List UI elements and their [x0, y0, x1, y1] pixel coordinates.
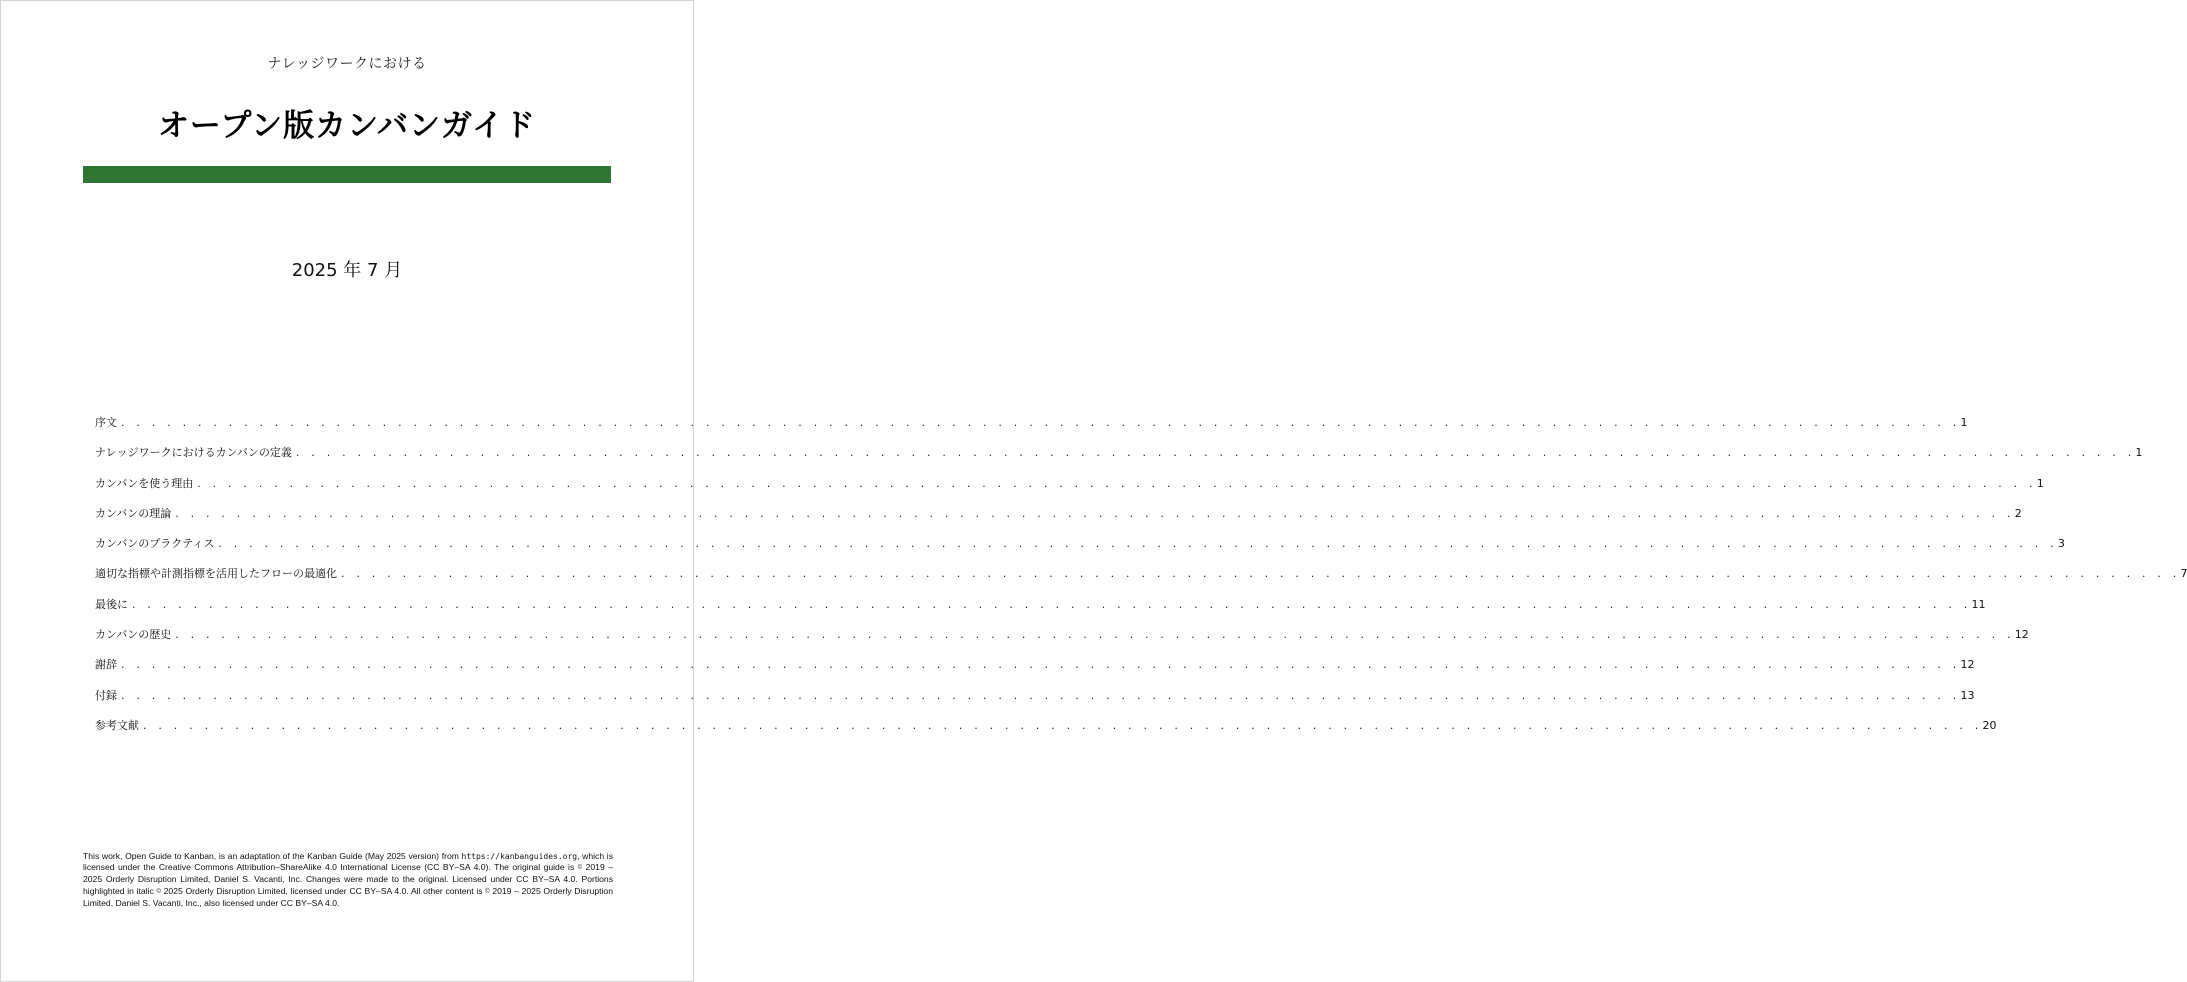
toc-item[interactable] — [95, 505, 2022, 535]
toc-item[interactable] — [95, 475, 2044, 505]
toc-item-page: 12 — [1960, 658, 1975, 672]
toc-item[interactable] — [95, 717, 1997, 747]
license-source-link[interactable]: https://kanbanguides.org — [461, 852, 578, 861]
license-text-2: , which is licensed under the Creative Commons Attribution–ShareAlike 4.0 International License (CC BY–SA 4.0). The original guide is — [83, 851, 613, 873]
license-text-4: 2025 Orderly Disruption Limited, licensed under CC BY–SA 4.0. All other content is — [160, 885, 486, 896]
toc-item[interactable] — [95, 596, 1986, 626]
toc-item-label: 序文 — [95, 416, 117, 429]
toc-item[interactable] — [95, 565, 2187, 595]
toc-item[interactable] — [95, 535, 2065, 565]
toc-leader-dots: . . . . . . . . . . . . . . . . . . . . . . . . . . . . . . . . . . . . . . . . . . . . . . . . . . . . . . . . . . . . . . . . . . . . . . . . . . . . . . . . . . . . . . . . . . . . . . . . . . . . . . . . . . . . . . . . . . . . . . . . — [341, 567, 2181, 581]
toc-item[interactable] — [95, 626, 2029, 656]
toc-leader-dots: . . . . . . . . . . . . . . . . . . . . . . . . . . . . . . . . . . . . . . . . . . . . . . . . . . . . . . . . . . . . . . . . . . . . . . . . . . . . . . . . . . . . . . . . . . . . . . . . . . . . . . . . . . . . . . . . . . . . . . . . — [197, 476, 2037, 490]
toc-item-label: 最後に — [95, 597, 128, 611]
publication-date: 2025 年 7 月 — [291, 260, 403, 281]
toc-leader-dots: . . . . . . . . . . . . . . . . . . . . . . . . . . . . . . . . . . . . . . . . . . . . . . . . . . . . . . . . . . . . . . . . . . . . . . . . . . . . . . . . . . . . . . . . . . . . . . . . . . . . . . . . . . . . . . . . . . . . . . . . — [132, 597, 1972, 611]
title-divider-bar — [83, 166, 611, 183]
toc-item-label: ナレッジワークにおけるカンバンの定義 — [95, 446, 292, 460]
toc-item-page: 2 — [2014, 506, 2022, 520]
toc-item-label: カンバンを使う理由 — [95, 476, 194, 490]
toc-leader-dots: . . . . . . . . . . . . . . . . . . . . . . . . . . . . . . . . . . . . . . . . . . . . . . . . . . . . . . . . . . . . . . . . . . . . . . . . . . . . . . . . . . . . . . . . . . . . . . . . . . . . . . . . . . . . . . . . . . . . . . . . — [143, 718, 1983, 732]
toc-leader-dots: . . . . . . . . . . . . . . . . . . . . . . . . . . . . . . . . . . . . . . . . . . . . . . . . . . . . . . . . . . . . . . . . . . . . . . . . . . . . . . . . . . . . . . . . . . . . . . . . . . . . . . . . . . . . . . . . . . . . . . . . — [175, 628, 2015, 642]
toc-item-page: 3 — [2057, 537, 2065, 551]
toc-leader-dots: . . . . . . . . . . . . . . . . . . . . . . . . . . . . . . . . . . . . . . . . . . . . . . . . . . . . . . . . . . . . . . . . . . . . . . . . . . . . . . . . . . . . . . . . . . . . . . . . . . . . . . . . . . . . . . . . . . . . . . . . — [121, 658, 1961, 672]
toc-item-page: 1 — [2036, 476, 2044, 490]
toc-item-label: 謝辞 — [95, 658, 117, 672]
document-subtitle: ナレッジワークにおける — [267, 56, 427, 72]
toc-leader-dots: . . . . . . . . . . . . . . . . . . . . . . . . . . . . . . . . . . . . . . . . . . . . . . . . . . . . . . . . . . . . . . . . . . . . . . . . . . . . . . . . . . . . . . . . . . . . . . . . . . . . . . . . . . . . . . . . . . . . . . . . — [295, 446, 2136, 460]
toc-item-label: カンバンの理論 — [95, 506, 172, 520]
toc-item-label: 適切な指標や計測指標を活用したフローの最適化 — [95, 567, 337, 581]
toc-item-page: 1 — [1960, 416, 1968, 429]
license-text-5: 2019 – 2025 Orderly Disruption Limited, Daniel S. Vacanti, Inc., also licensed under CC BY–SA 4.0. — [83, 885, 613, 908]
toc-leader-dots: . . . . . . . . . . . . . . . . . . . . . . . . . . . . . . . . . . . . . . . . . . . . . . . . . . . . . . . . . . . . . . . . . . . . . . . . . . . . . . . . . . . . . . . . . . . . . . . . . . . . . . . . . . . . . . . . . . . . . . . . — [121, 416, 1961, 429]
toc-leader-dots: . . . . . . . . . . . . . . . . . . . . . . . . . . . . . . . . . . . . . . . . . . . . . . . . . . . . . . . . . . . . . . . . . . . . . . . . . . . . . . . . . . . . . . . . . . . . . . . . . . . . . . . . . . . . . . . . . . . . . . . . — [218, 537, 2058, 551]
copyright-symbol: © — [577, 865, 583, 872]
copyright-symbol: © — [485, 888, 490, 895]
toc-item-page: 12 — [2014, 628, 2029, 642]
license-notice — [83, 851, 613, 909]
toc-item-page: 1 — [2135, 446, 2143, 460]
toc-item-page: 13 — [1960, 688, 1975, 702]
toc-item-page: 11 — [1971, 597, 1986, 611]
toc-item-page: 7 — [2180, 567, 2187, 581]
toc-item-label: カンバンのプラクティス — [95, 537, 215, 551]
table-of-contents — [95, 414, 2187, 747]
toc-leader-dots: . . . . . . . . . . . . . . . . . . . . . . . . . . . . . . . . . . . . . . . . . . . . . . . . . . . . . . . . . . . . . . . . . . . . . . . . . . . . . . . . . . . . . . . . . . . . . . . . . . . . . . . . . . . . . . . . . . . . . . . . — [175, 506, 2015, 520]
toc-item-label: 付録 — [95, 688, 117, 702]
toc-item[interactable] — [95, 444, 2143, 474]
toc-item-label: 参考文献 — [95, 718, 139, 732]
toc-item[interactable] — [95, 414, 1968, 444]
toc-leader-dots: . . . . . . . . . . . . . . . . . . . . . . . . . . . . . . . . . . . . . . . . . . . . . . . . . . . . . . . . . . . . . . . . . . . . . . . . . . . . . . . . . . . . . . . . . . . . . . . . . . . . . . . . . . . . . . . . . . . . . . . . — [121, 688, 1961, 702]
license-text-1: This work, Open Guide to Kanban, is an adaptation of the Kanban Guide (May 2025 version) from — [83, 851, 462, 861]
toc-item[interactable] — [95, 687, 1975, 717]
document-title: オープン版カンバンガイド — [157, 108, 537, 144]
toc-item[interactable] — [95, 656, 1975, 686]
copyright-symbol: © — [156, 888, 161, 895]
toc-item-label: カンバンの歴史 — [95, 628, 172, 642]
license-text-3: 2019 – 2025 Orderly Disruption Limited, Daniel S. Vacanti, Inc. Changes were made to the original. Licensed under CC BY–SA 4.0. Portions highlighted in italic — [83, 862, 613, 896]
toc-item-page: 20 — [1982, 718, 1997, 732]
